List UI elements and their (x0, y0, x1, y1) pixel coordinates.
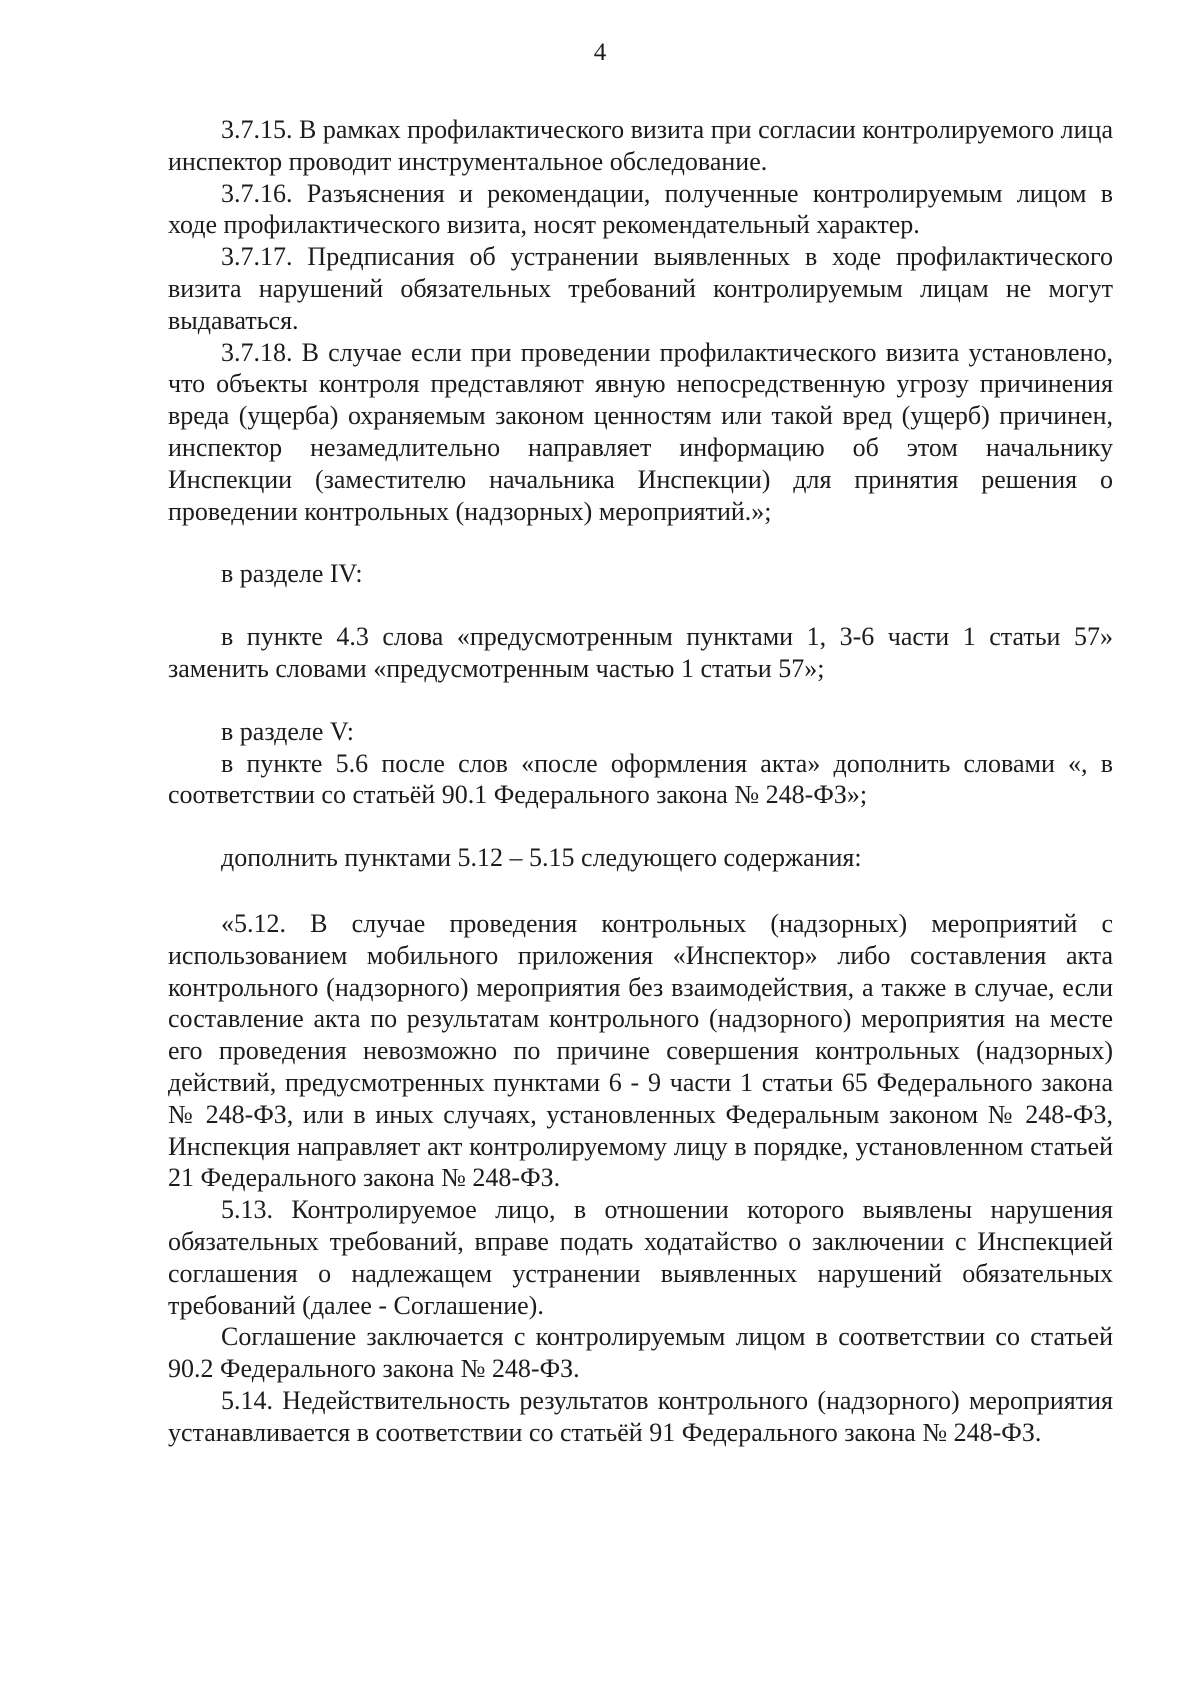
section-v-heading: в разделе V: (221, 716, 354, 746)
paragraph-5-13: 5.13. Контролируемое лицо, в отношении которого выявлены нарушения обязательных требований, вправе подать ходатайство о заключении с Инспекцией соглашения о надлежащем устранении выявленных нарушений обязательных требований (далее - Соглашение). (168, 1195, 1113, 1320)
section-iv-heading: в разделе IV: (221, 559, 363, 589)
paragraph-3-7-18: 3.7.18. В случае если при проведении профилактического визита установлено, что объекты контроля представляют явную непосредственную угрозу причинения вреда (ущерба) охраняемым законом ценностям или такой вред (ущерб) причинен, инспектор незамедлительно направляет информацию об этом начальнику Инспекции (заместителю начальника Инспекции) для принятия решения о проведении контрольных (надзорных) мероприятий.»; (168, 337, 1113, 526)
paragraph-5-6-amendment: в пункте 5.6 после слов «после оформления акта» дополнить словами «, в соответствии со статьёй 90.1 Федерального закона № 248-ФЗ»; (168, 748, 1113, 810)
paragraph-5-12: «5.12. В случае проведения контрольных (надзорных) мероприятий с использованием мобильного приложения «Инспектор» либо составления акта контрольного (надзорного) мероприятия без взаимодействия, а также в случае, если составление акта по результатам контрольного (надзорного) мероприятия на месте его проведения невозможно по причине совершения контрольных (надзорных) действий, предусмотренных пунктами 6 - 9 части 1 статьи 65 Федерального закона № 248-ФЗ, или в иных случаях, установленных Федеральным законом № 248-ФЗ, Инспекция направляет акт контролируемому лицу в порядке, установленном статьей 21 Федерального закона № 248-ФЗ. (168, 908, 1113, 1193)
add-points-instruction: дополнить пунктами 5.12 – 5.15 следующего содержания: (221, 843, 862, 873)
document-body (168, 114, 1113, 1448)
paragraph-3-7-17: 3.7.17. Предписания об устранении выявленных в ходе профилактического визита нарушений обязательных требований контролируемым лицам не могут выдаваться. (168, 242, 1113, 335)
paragraph-agreement: Соглашение заключается с контролируемым лицом в соответствии со статьей 90.2 Федерального закона № 248-ФЗ. (168, 1322, 1113, 1384)
paragraph-3-7-15: 3.7.15. В рамках профилактического визита при согласии контролируемого лица инспектор проводит инструментальное обследование. (168, 115, 1113, 176)
page-number: 4 (593, 39, 607, 66)
paragraph-5-14: 5.14. Недействительность результатов контрольного (надзорного) мероприятия устанавливается в соответствии со статьёй 91 Федерального закона № 248-ФЗ. (168, 1385, 1113, 1447)
paragraph-3-7-16: 3.7.16. Разъяснения и рекомендации, полученные контролируемым лицом в ходе профилактического визита, носят рекомендательный характер. (168, 178, 1113, 240)
paragraph-4-3-amendment: в пункте 4.3 слова «предусмотренным пунктами 1, 3-6 части 1 статьи 57» заменить словами «предусмотренным частью 1 статьи 57»; (168, 622, 1113, 683)
